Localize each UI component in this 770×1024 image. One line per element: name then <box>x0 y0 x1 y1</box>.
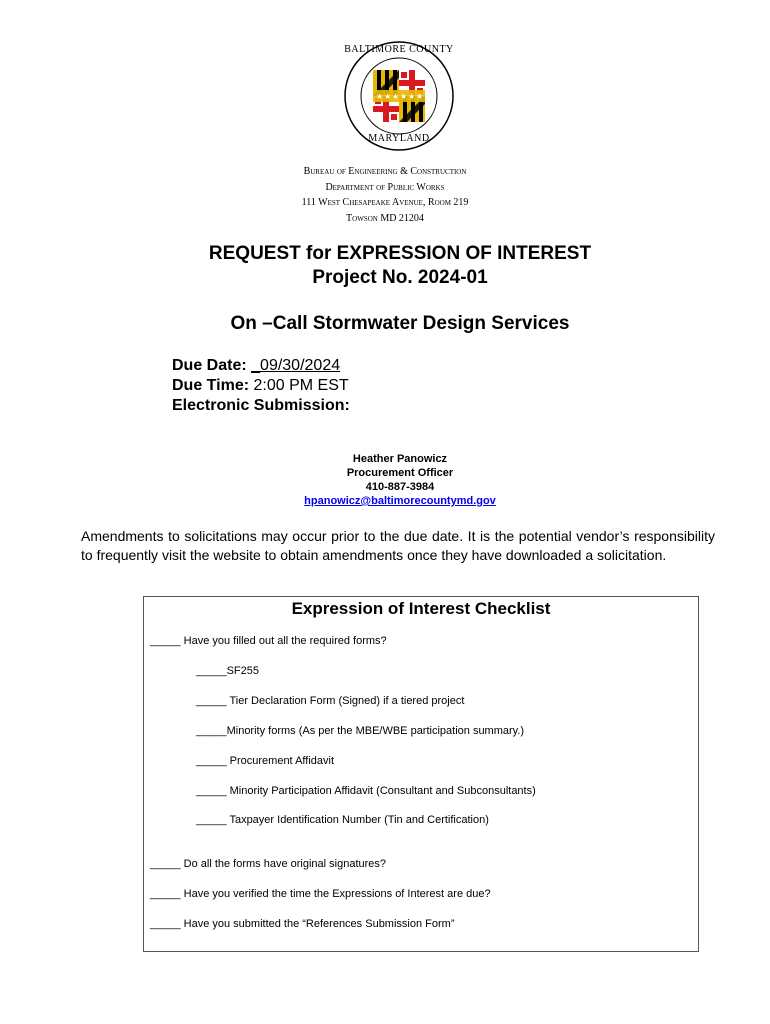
checklist-item: _____ Do all the forms have original signatures? <box>150 858 387 870</box>
due-date-value: _09/30/2024 <box>251 357 341 374</box>
contact-email-link[interactable]: hpanowicz@baltimorecountymd.gov <box>304 495 496 507</box>
amendments-paragraph: Amendments to solicitations may occur prior to the due date. It is the potential vendor’s responsibility to frequently visit the website to obtain amendments once they have downloaded a solicitation. <box>81 528 715 563</box>
due-info <box>172 356 350 416</box>
due-date-label: Due Date: <box>172 357 247 374</box>
due-time-value: 2:00 PM EST <box>253 377 349 394</box>
seal-top-text: BALTIMORE COUNTY <box>344 44 454 55</box>
county-seal <box>343 40 455 152</box>
address-department: Department of Public Works <box>325 181 445 193</box>
address-street: 111 West Chesapeake Avenue, Room 219 <box>301 197 469 208</box>
checklist-item: _____ Procurement Affidavit <box>196 755 334 767</box>
contact-phone: 410-887-3984 <box>365 481 435 493</box>
checklist-title: Expression of Interest Checklist <box>291 599 551 618</box>
checklist-item: _____ Tier Declaration Form (Signed) if a tiered project <box>196 695 465 707</box>
svg-text:★: ★ <box>384 92 392 101</box>
checklist-item: _____ Minority Participation Affidavit (Consultant and Subconsultants) <box>196 785 536 797</box>
document-subtitle: On –Call Stormwater Design Services <box>230 313 570 334</box>
svg-text:★: ★ <box>408 92 416 101</box>
checklist-item: _____ Have you submitted the “References Submission Form” <box>150 918 455 930</box>
address-city: Towson MD 21204 <box>346 212 424 224</box>
title-request: REQUEST for EXPRESSION OF INTEREST <box>208 243 592 264</box>
document-title <box>0 242 770 290</box>
electronic-submission-label: Electronic Submission: <box>172 397 350 414</box>
svg-text:★: ★ <box>392 92 400 101</box>
checklist-item: _____SF255 <box>196 665 259 677</box>
svg-text:★: ★ <box>376 92 384 101</box>
svg-text:★: ★ <box>416 92 424 101</box>
checklist-item: _____ Have you filled out all the required forms? <box>150 635 387 647</box>
contact-block <box>0 452 770 508</box>
checklist-item: _____ Have you verified the time the Expressions of Interest are due? <box>150 888 491 900</box>
contact-name: Heather Panowicz <box>352 453 448 465</box>
due-time-label: Due Time: <box>172 377 250 394</box>
svg-text:★: ★ <box>400 92 408 101</box>
seal-bottom-text: MARYLAND <box>368 133 430 144</box>
address-bureau: Bureau of Engineering & Construction <box>303 166 467 177</box>
eoi-checklist <box>143 596 699 952</box>
address-block <box>0 164 770 226</box>
title-project-number: Project No. 2024-01 <box>312 267 488 288</box>
checklist-item: _____ Taxpayer Identification Number (Tin and Certification) <box>196 814 489 826</box>
contact-title: Procurement Officer <box>346 467 454 479</box>
checklist-item: _____Minority forms (As per the MBE/WBE participation summary.) <box>196 725 525 737</box>
